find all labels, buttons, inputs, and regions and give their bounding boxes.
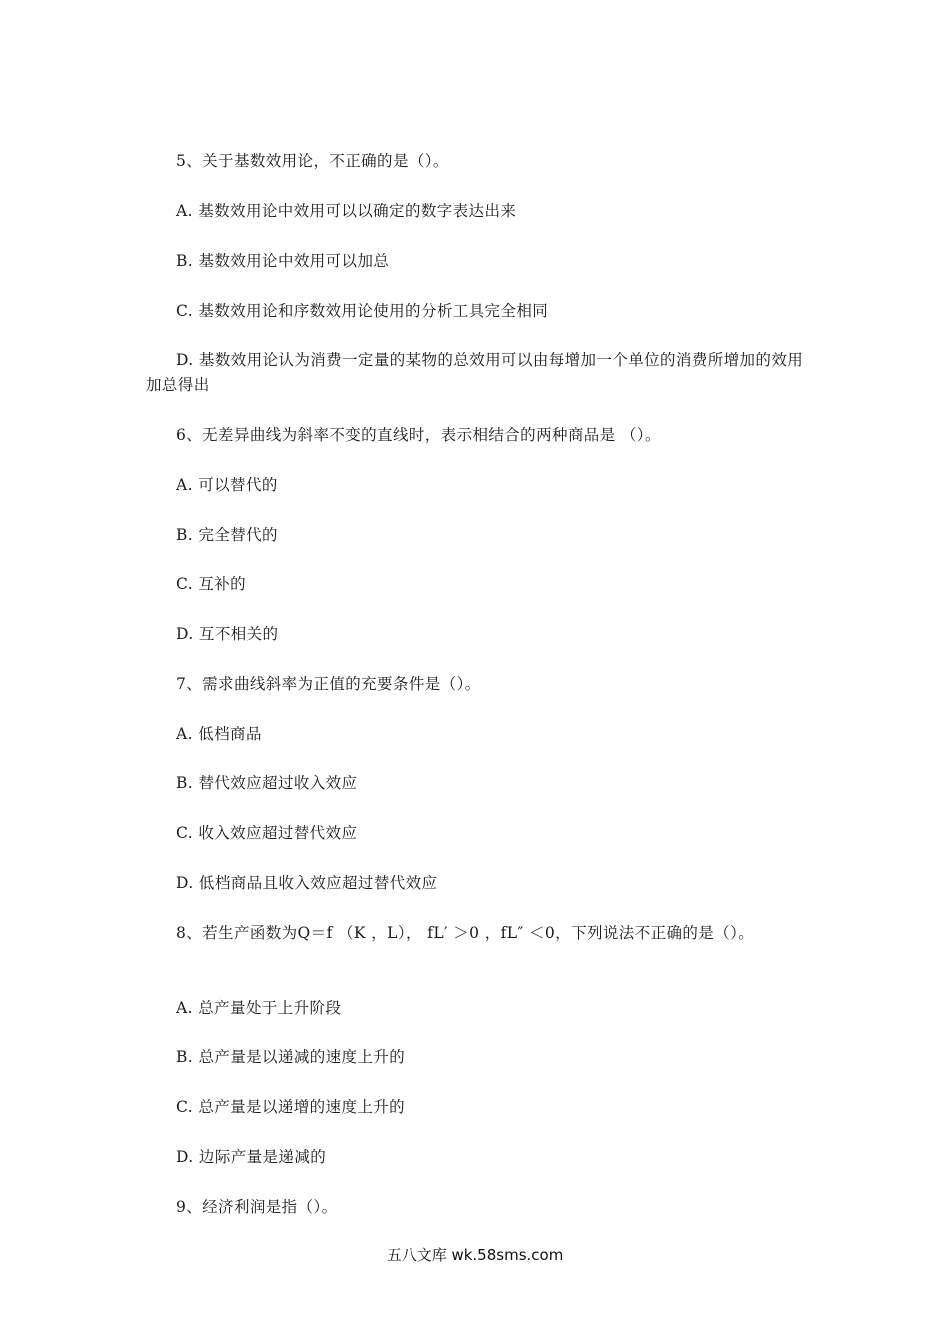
question-5-option-a: A. 基数效用论中效用可以以确定的数字表达出来 <box>176 202 517 220</box>
question-7-option-c: C. 收入效应超过替代效应 <box>176 824 358 842</box>
question-8-stem: 8、若生产函数为Q＝f （K ，L）， fL′ ＞0 ，fL″ ＜0，下列说法不正确的是（）。 <box>176 924 755 942</box>
question-5-option-d: D. 基数效用论认为消费一定量的某物的总效用可以由每增加一个单位的消费所增加的效用加总得出 <box>146 351 804 394</box>
question-7-option-d: D. 低档商品且收入效应超过替代效应 <box>176 874 438 892</box>
footer-watermark: 五八文库 wk.58sms.com <box>386 1246 564 1264</box>
question-5-stem: 5、关于基数效用论，不正确的是（）。 <box>176 152 449 170</box>
question-5-option-c: C. 基数效用论和序数效用论使用的分析工具完全相同 <box>176 302 549 320</box>
question-6-option-b: B. 完全替代的 <box>176 526 278 544</box>
question-8-option-d: D. 边际产量是递减的 <box>176 1148 327 1166</box>
question-5-option-b: B. 基数效用论中效用可以加总 <box>176 252 390 270</box>
question-8-option-b: B. 总产量是以递减的速度上升的 <box>176 1048 406 1066</box>
question-6-stem: 6、无差异曲线为斜率不变的直线时，表示相结合的两种商品是 （）。 <box>176 426 661 444</box>
question-7-stem: 7、需求曲线斜率为正值的充要条件是（）。 <box>176 675 481 693</box>
question-6-option-c: C. 互补的 <box>176 575 247 593</box>
question-6-option-a: A. 可以替代的 <box>176 476 278 494</box>
question-7-option-b: B. 替代效应超过收入效应 <box>176 774 358 792</box>
question-6-option-d: D. 互不相关的 <box>176 625 279 643</box>
question-8-option-c: C. 总产量是以递增的速度上升的 <box>176 1098 406 1116</box>
question-9-stem: 9、经济利润是指（）。 <box>176 1198 338 1216</box>
question-8-option-a: A. 总产量处于上升阶段 <box>176 999 342 1017</box>
question-7-option-a: A. 低档商品 <box>176 725 262 743</box>
